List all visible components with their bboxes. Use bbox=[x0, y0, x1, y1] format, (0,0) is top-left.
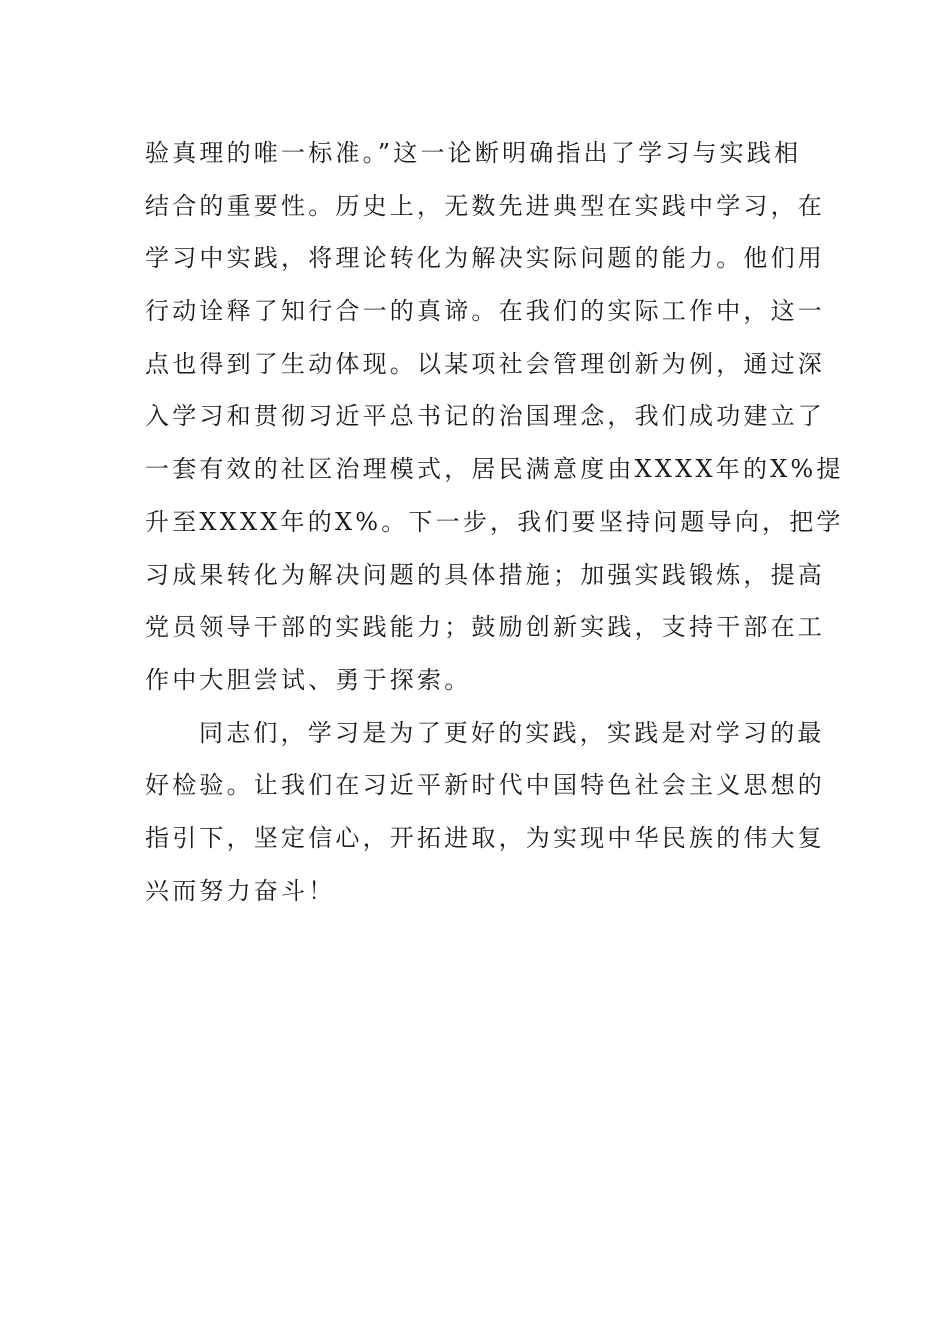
text-line: 升至XXXX年的X%。下一步，我们要坚持问题导向，把学 bbox=[145, 507, 844, 536]
text-line: 指引下，坚定信心，开拓进取，为实现中华民族的伟大复 bbox=[145, 823, 825, 852]
text-line: 入学习和贯彻习近平总书记的治国理念，我们成功建立了 bbox=[145, 402, 825, 431]
text-line: 验真理的唯一标准。”这一论断明确指出了学习与实践相 bbox=[145, 139, 802, 167]
paragraph-first-line: 同志们，学习是为了更好的实践，实践是对学习的最 bbox=[199, 718, 825, 747]
text-line: 一套有效的社区治理模式，居民满意度由XXXX年的X%提 bbox=[145, 455, 844, 484]
text-line: 作中大胆尝试、勇于探索。 bbox=[145, 665, 472, 694]
text-line: 习成果转化为解决问题的具体措施；加强实践锻炼，提高 bbox=[145, 560, 825, 589]
text-line: 兴而努力奋斗！ bbox=[145, 876, 336, 905]
text-line: 点也得到了生动体现。以某项社会管理创新为例，通过深 bbox=[145, 349, 825, 378]
text-line: 结合的重要性。历史上，无数先进典型在实践中学习，在 bbox=[145, 191, 825, 220]
document-body bbox=[145, 127, 844, 917]
text-line: 党员领导干部的实践能力；鼓励创新实践，支持干部在工 bbox=[145, 613, 825, 642]
text-line: 行动诠释了知行合一的真谛。在我们的实际工作中，这一 bbox=[145, 297, 825, 326]
text-line: 好检验。让我们在习近平新时代中国特色社会主义思想的 bbox=[145, 771, 825, 800]
text-line: 学习中实践，将理论转化为解决实际问题的能力。他们用 bbox=[145, 244, 825, 273]
